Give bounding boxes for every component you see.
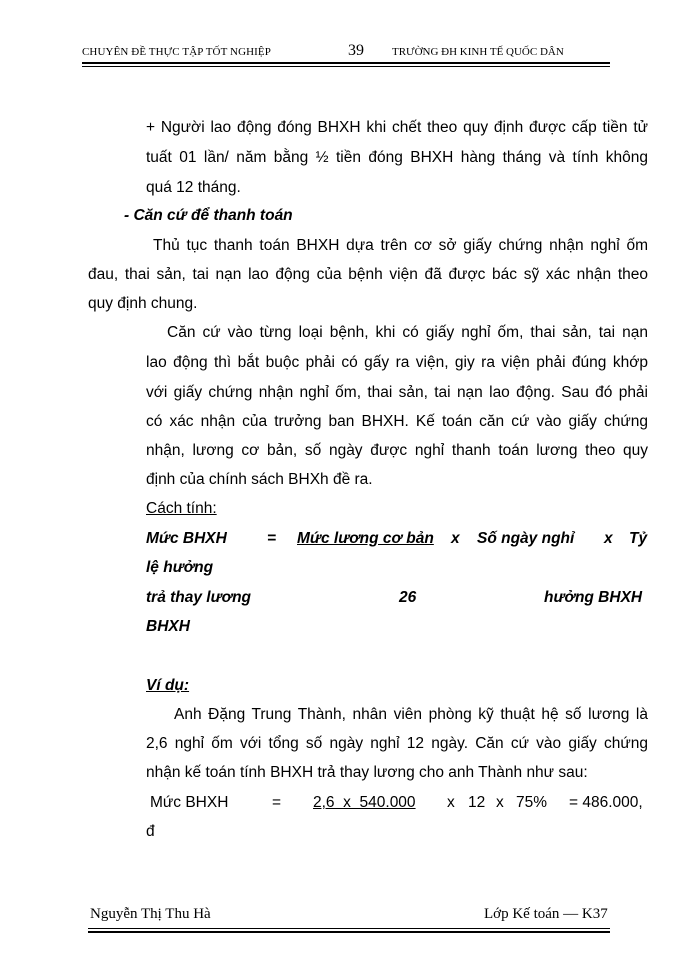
para3-line3: với giấy chứng nhận nghỉ ốm, thai sản, tai nạn lao động. Sau đó phải xyxy=(146,384,648,401)
header-university: TRƯỜNG ĐH KINH TẾ QUỐC DÂN xyxy=(392,46,564,58)
footer-class: Lớp Kế toán — K37 xyxy=(484,906,608,922)
example-formula-times-1: x xyxy=(447,794,455,811)
para2-line1: Thủ tục thanh toán BHXH dựa trên cơ sở giấy chứng nhận nghỉ ốm xyxy=(153,237,648,254)
example-formula-unit: đ xyxy=(146,823,155,840)
para3-line1: Căn cứ vào từng loại bệnh, khi có giấy nghỉ ốm, thai sản, tai nạn xyxy=(167,324,648,341)
calc-equals: = xyxy=(267,530,277,547)
calc-denominator: 26 xyxy=(399,589,417,606)
para1-line2: tuất 01 lần/ năm bằng ½ tiền đóng BHXH hàng tháng và tính không xyxy=(146,149,648,166)
para3-line5: nhận, lương cơ bản, số ngày được nghỉ thanh toán lương theo quy xyxy=(146,442,648,459)
example-formula-result: = 486.000, xyxy=(569,794,643,811)
calc-numerator: Mức lương cơ bản xyxy=(297,530,434,547)
example-heading: Ví dụ: xyxy=(146,677,190,694)
footer-rule-thick xyxy=(88,931,610,933)
calc-bhxh: BHXH xyxy=(146,618,190,635)
example-formula-label: Mức BHXH xyxy=(150,794,229,811)
para3-line6: định của chính sách BHXh đề ra. xyxy=(146,471,373,488)
calc-ty: Tỷ xyxy=(629,530,648,547)
header-rule-thin xyxy=(82,66,610,67)
para3-line4: có xác nhận của trưởng ban BHXH. Kế toán căn cứ vào giấy chứng xyxy=(146,413,648,430)
example-formula-percent: 75% xyxy=(516,794,548,811)
section-title: - Căn cứ để thanh toán xyxy=(124,207,293,224)
calc-le-huong: lệ hưởng xyxy=(146,559,214,576)
para3-line2: lao động thì bắt buộc phải có gấy ra viện, giy ra viện phải đúng khớp xyxy=(146,354,648,371)
header-rule-thick xyxy=(82,62,610,64)
calc-tra-thay-luong: trả thay lương xyxy=(146,589,252,606)
example-line3: nhận kế toán tính BHXH trả thay lương cho anh Thành như sau: xyxy=(146,764,588,781)
calc-huong-bhxh: hưởng BHXH xyxy=(544,589,643,606)
calc-heading: Cách tính: xyxy=(146,500,217,517)
example-formula-times-2: x xyxy=(496,794,504,811)
example-line2: 2,6 nghỉ ốm với tổng số ngày nghỉ 12 ngày. Căn cứ vào giấy chứng xyxy=(146,735,648,752)
para1-line1: + Người lao động đóng BHXH khi chết theo quy định được cấp tiền tử xyxy=(146,119,648,136)
example-formula-numerator: 2,6 x 540.000 xyxy=(313,794,416,811)
para1-line3: quá 12 tháng. xyxy=(146,179,241,196)
calc-times-1: x xyxy=(451,530,460,547)
calc-muc-bhxh: Mức BHXH xyxy=(146,530,227,547)
para2-line3: quy định chung. xyxy=(88,295,198,312)
footer-author: Nguyễn Thị Thu Hà xyxy=(90,906,211,922)
example-formula-equals: = xyxy=(272,794,282,811)
footer-rule-thin xyxy=(88,928,610,929)
example-formula-days: 12 xyxy=(468,794,486,811)
header-thesis-title: CHUYÊN ĐỀ THỰC TẬP TỐT NGHIỆP xyxy=(82,46,271,58)
example-line1: Anh Đặng Trung Thành, nhân viên phòng kỹ thuật hệ số lương là xyxy=(174,706,648,723)
para2-line2: đau, thai sản, tai nạn lao động của bệnh viện đã được bác sỹ xác nhận theo xyxy=(88,266,648,283)
calc-times-2: x xyxy=(604,530,613,547)
header-page-number: 39 xyxy=(348,42,364,59)
calc-so-ngay-nghi: Số ngày nghỉ xyxy=(477,530,575,547)
